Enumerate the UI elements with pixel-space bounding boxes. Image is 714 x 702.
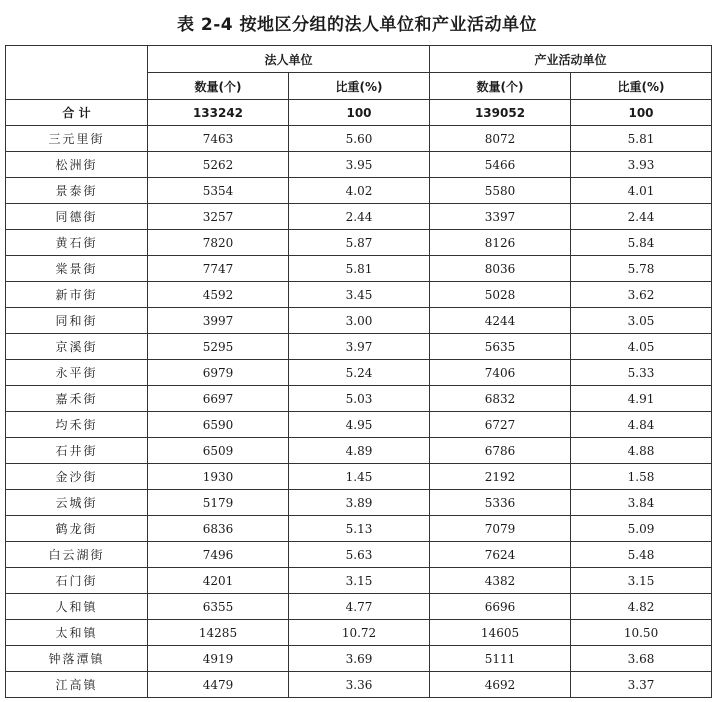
total-row <box>6 100 712 126</box>
region-name: 人和镇 <box>6 594 148 620</box>
region-name: 同德街 <box>6 204 148 230</box>
activity-ratio-header: 比重(%) <box>571 73 712 100</box>
legal-ratio: 3.89 <box>289 490 430 516</box>
total-legal-ratio: 100 <box>289 100 430 126</box>
table-row <box>6 178 712 204</box>
region-name: 永平街 <box>6 360 148 386</box>
legal-ratio: 10.72 <box>289 620 430 646</box>
activity-ratio: 3.84 <box>571 490 712 516</box>
table-row <box>6 256 712 282</box>
legal-ratio: 4.95 <box>289 412 430 438</box>
legal-count: 6355 <box>148 594 289 620</box>
table-row <box>6 412 712 438</box>
activity-count: 4382 <box>430 568 571 594</box>
activity-count: 6832 <box>430 386 571 412</box>
activity-ratio: 1.58 <box>571 464 712 490</box>
activity-ratio: 3.93 <box>571 152 712 178</box>
activity-count: 5466 <box>430 152 571 178</box>
activity-ratio: 4.82 <box>571 594 712 620</box>
activity-count: 8072 <box>430 126 571 152</box>
legal-unit-header: 法人单位 <box>148 46 430 73</box>
legal-count: 6590 <box>148 412 289 438</box>
region-name: 石井街 <box>6 438 148 464</box>
activity-count: 3397 <box>430 204 571 230</box>
activity-count: 7079 <box>430 516 571 542</box>
table-row <box>6 620 712 646</box>
total-activity-ratio: 100 <box>571 100 712 126</box>
legal-count: 7820 <box>148 230 289 256</box>
legal-ratio: 5.63 <box>289 542 430 568</box>
table-row <box>6 204 712 230</box>
activity-count: 8126 <box>430 230 571 256</box>
legal-count: 7496 <box>148 542 289 568</box>
header-row-groups <box>6 46 712 73</box>
legal-count: 6509 <box>148 438 289 464</box>
activity-ratio: 4.05 <box>571 334 712 360</box>
legal-count: 7747 <box>148 256 289 282</box>
activity-count: 14605 <box>430 620 571 646</box>
table-row <box>6 360 712 386</box>
table-row <box>6 334 712 360</box>
legal-ratio: 4.02 <box>289 178 430 204</box>
activity-unit-header: 产业活动单位 <box>430 46 712 73</box>
total-label: 合 计 <box>6 100 148 126</box>
table-row <box>6 152 712 178</box>
legal-ratio: 3.00 <box>289 308 430 334</box>
legal-count: 5295 <box>148 334 289 360</box>
table-title: 表 2-4 按地区分组的法人单位和产业活动单位 <box>176 15 538 35</box>
activity-ratio: 5.48 <box>571 542 712 568</box>
legal-ratio: 4.89 <box>289 438 430 464</box>
activity-count: 4692 <box>430 672 571 698</box>
region-name: 黄石街 <box>6 230 148 256</box>
activity-count-header: 数量(个) <box>430 73 571 100</box>
region-name: 松洲街 <box>6 152 148 178</box>
legal-ratio: 5.13 <box>289 516 430 542</box>
legal-count: 6979 <box>148 360 289 386</box>
legal-count: 4201 <box>148 568 289 594</box>
region-name: 同和街 <box>6 308 148 334</box>
total-activity-count: 139052 <box>430 100 571 126</box>
legal-ratio: 4.77 <box>289 594 430 620</box>
table-row <box>6 438 712 464</box>
activity-ratio: 5.81 <box>571 126 712 152</box>
activity-count: 6786 <box>430 438 571 464</box>
legal-ratio: 5.24 <box>289 360 430 386</box>
data-table <box>5 45 712 698</box>
legal-ratio: 1.45 <box>289 464 430 490</box>
table-row <box>6 230 712 256</box>
activity-ratio: 2.44 <box>571 204 712 230</box>
table-row <box>6 126 712 152</box>
activity-count: 7406 <box>430 360 571 386</box>
region-name: 新市街 <box>6 282 148 308</box>
table-row <box>6 568 712 594</box>
activity-ratio: 5.33 <box>571 360 712 386</box>
activity-count: 6727 <box>430 412 571 438</box>
legal-ratio: 3.45 <box>289 282 430 308</box>
legal-ratio-header: 比重(%) <box>289 73 430 100</box>
activity-count: 2192 <box>430 464 571 490</box>
legal-ratio: 2.44 <box>289 204 430 230</box>
legal-count: 5262 <box>148 152 289 178</box>
legal-ratio: 3.69 <box>289 646 430 672</box>
region-name: 鹤龙街 <box>6 516 148 542</box>
legal-count-header: 数量(个) <box>148 73 289 100</box>
legal-ratio: 3.36 <box>289 672 430 698</box>
legal-count: 1930 <box>148 464 289 490</box>
table-row <box>6 282 712 308</box>
activity-ratio: 3.05 <box>571 308 712 334</box>
activity-count: 5028 <box>430 282 571 308</box>
region-name: 均禾街 <box>6 412 148 438</box>
activity-ratio: 3.68 <box>571 646 712 672</box>
legal-count: 5354 <box>148 178 289 204</box>
region-name: 云城街 <box>6 490 148 516</box>
activity-count: 5111 <box>430 646 571 672</box>
activity-ratio: 3.62 <box>571 282 712 308</box>
activity-count: 7624 <box>430 542 571 568</box>
legal-ratio: 3.95 <box>289 152 430 178</box>
table-row <box>6 594 712 620</box>
activity-ratio: 10.50 <box>571 620 712 646</box>
total-legal-count: 133242 <box>148 100 289 126</box>
legal-count: 3997 <box>148 308 289 334</box>
region-name: 江高镇 <box>6 672 148 698</box>
activity-ratio: 5.09 <box>571 516 712 542</box>
table-row <box>6 542 712 568</box>
activity-count: 8036 <box>430 256 571 282</box>
activity-ratio: 3.37 <box>571 672 712 698</box>
region-name: 石门街 <box>6 568 148 594</box>
activity-ratio: 5.84 <box>571 230 712 256</box>
legal-count: 6697 <box>148 386 289 412</box>
legal-ratio: 3.15 <box>289 568 430 594</box>
legal-count: 3257 <box>148 204 289 230</box>
table-row <box>6 646 712 672</box>
legal-count: 5179 <box>148 490 289 516</box>
legal-ratio: 5.87 <box>289 230 430 256</box>
activity-count: 5580 <box>430 178 571 204</box>
table-row <box>6 490 712 516</box>
activity-ratio: 4.91 <box>571 386 712 412</box>
region-name: 钟落潭镇 <box>6 646 148 672</box>
legal-count: 4592 <box>148 282 289 308</box>
activity-count: 5336 <box>430 490 571 516</box>
legal-count: 7463 <box>148 126 289 152</box>
table-row <box>6 516 712 542</box>
activity-ratio: 5.78 <box>571 256 712 282</box>
legal-ratio: 5.60 <box>289 126 430 152</box>
legal-count: 4479 <box>148 672 289 698</box>
legal-count: 6836 <box>148 516 289 542</box>
legal-count: 14285 <box>148 620 289 646</box>
activity-count: 4244 <box>430 308 571 334</box>
region-name: 金沙街 <box>6 464 148 490</box>
region-name: 嘉禾街 <box>6 386 148 412</box>
region-name: 太和镇 <box>6 620 148 646</box>
activity-ratio: 3.15 <box>571 568 712 594</box>
region-header <box>6 46 148 100</box>
region-name: 京溪街 <box>6 334 148 360</box>
region-name: 景泰街 <box>6 178 148 204</box>
table-row <box>6 672 712 698</box>
activity-ratio: 4.84 <box>571 412 712 438</box>
table-row <box>6 308 712 334</box>
legal-ratio: 5.03 <box>289 386 430 412</box>
legal-ratio: 3.97 <box>289 334 430 360</box>
activity-count: 5635 <box>430 334 571 360</box>
legal-ratio: 5.81 <box>289 256 430 282</box>
legal-count: 4919 <box>148 646 289 672</box>
activity-ratio: 4.88 <box>571 438 712 464</box>
activity-count: 6696 <box>430 594 571 620</box>
region-name: 棠景街 <box>6 256 148 282</box>
activity-ratio: 4.01 <box>571 178 712 204</box>
region-name: 三元里街 <box>6 126 148 152</box>
table-row <box>6 464 712 490</box>
table-row <box>6 386 712 412</box>
region-name: 白云湖街 <box>6 542 148 568</box>
